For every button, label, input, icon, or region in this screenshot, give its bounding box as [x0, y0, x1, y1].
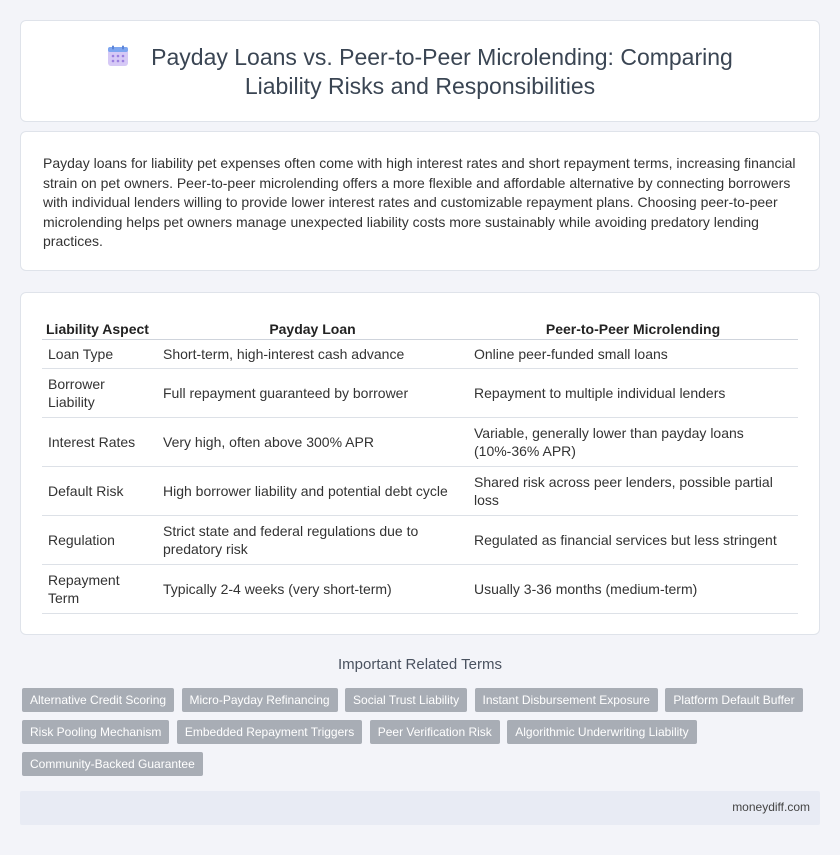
footer-site[interactable]: moneydiff.com	[732, 800, 810, 814]
table-row	[42, 339, 798, 368]
related-term-tag[interactable]: Instant Disbursement Exposure	[475, 688, 658, 712]
aspect-cell: Loan Type	[42, 339, 157, 368]
related-term-tag[interactable]: Embedded Repayment Triggers	[177, 720, 362, 744]
related-term-tag[interactable]: Algorithmic Underwriting Liability	[507, 720, 696, 744]
aspect-cell: Borrower Liability	[42, 368, 157, 417]
table-row	[42, 368, 798, 417]
description-text: Payday loans for liability pet expenses often come with high interest rates and short repayment terms, increasing financial strain on pet owners. Peer-to-peer microlending offers a more flexible and affordable alternative by connecting borrowers with individual lenders willing to provide lower interest rates and customizable repayment plans. Choosing peer-to-peer microlending helps pet owners manage unexpected liability costs more sustainably while avoiding predatory lending practices.	[43, 155, 796, 249]
p2p-cell: Regulated as financial services but less stringent	[468, 515, 798, 564]
table-header-row	[42, 315, 798, 339]
comparison-table	[42, 315, 798, 614]
related-term-tag[interactable]: Peer Verification Risk	[370, 720, 500, 744]
payday-cell: High borrower liability and potential debt cycle	[157, 466, 468, 515]
table-row	[42, 466, 798, 515]
header-card	[20, 20, 820, 122]
p2p-cell: Usually 3-36 months (medium-term)	[468, 564, 798, 613]
payday-cell: Short-term, high-interest cash advance	[157, 339, 468, 368]
related-term-tag[interactable]: Risk Pooling Mechanism	[22, 720, 169, 744]
header-p2p-microlending: Peer-to-Peer Microlending	[468, 315, 798, 339]
related-term-tag[interactable]: Social Trust Liability	[345, 688, 467, 712]
table-row	[42, 564, 798, 613]
aspect-cell: Default Risk	[42, 466, 157, 515]
description-card	[20, 131, 820, 271]
table-row	[42, 515, 798, 564]
related-term-tag[interactable]: Platform Default Buffer	[665, 688, 802, 712]
comparison-card	[20, 292, 820, 635]
aspect-cell: Repayment Term	[42, 564, 157, 613]
calendar-icon	[107, 45, 129, 67]
related-terms-title: Important Related Terms	[338, 656, 502, 673]
tag-row	[22, 720, 812, 752]
payday-cell: Very high, often above 300% APR	[157, 417, 468, 466]
payday-cell: Typically 2-4 weeks (very short-term)	[157, 564, 468, 613]
p2p-cell: Repayment to multiple individual lenders	[468, 368, 798, 417]
header-payday-loan: Payday Loan	[157, 315, 468, 339]
table-row	[42, 417, 798, 466]
header-liability-aspect: Liability Aspect	[42, 315, 157, 339]
related-terms-tags	[22, 688, 812, 784]
page-title-wrap	[21, 43, 819, 101]
tag-row	[22, 752, 812, 784]
related-term-tag[interactable]: Alternative Credit Scoring	[22, 688, 174, 712]
related-term-tag[interactable]: Micro-Payday Refinancing	[182, 688, 338, 712]
footer	[20, 791, 820, 825]
related-term-tag[interactable]: Community-Backed Guarantee	[22, 752, 203, 776]
page-title: Payday Loans vs. Peer-to-Peer Microlending: Comparing Liability Risks and Responsibilities	[151, 44, 733, 99]
aspect-cell: Interest Rates	[42, 417, 157, 466]
aspect-cell: Regulation	[42, 515, 157, 564]
payday-cell: Strict state and federal regulations due to predatory risk	[157, 515, 468, 564]
tag-row	[22, 688, 812, 720]
payday-cell: Full repayment guaranteed by borrower	[157, 368, 468, 417]
p2p-cell: Variable, generally lower than payday loans (10%-36% APR)	[468, 417, 798, 466]
p2p-cell: Shared risk across peer lenders, possible partial loss	[468, 466, 798, 515]
p2p-cell: Online peer-funded small loans	[468, 339, 798, 368]
